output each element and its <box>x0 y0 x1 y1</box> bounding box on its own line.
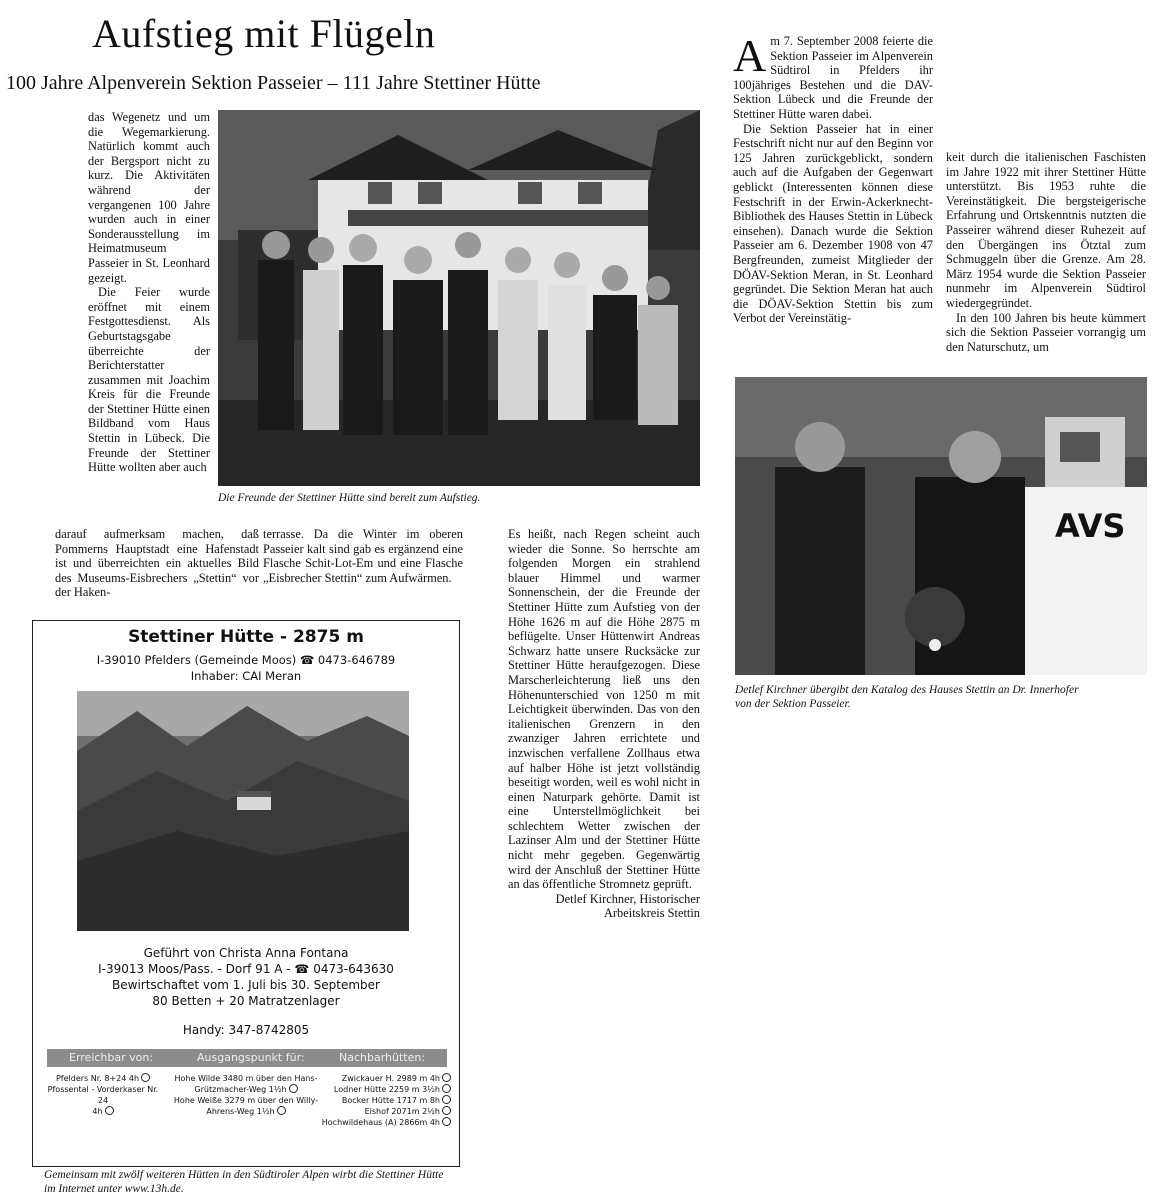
header-reach: Erreichbar von: <box>69 1051 154 1064</box>
hut-line-4: Eishof 2071m 2½h <box>364 1107 440 1116</box>
middle-col1-text: darauf aufmerksam machen, daß Pommerns Hauptstadt eine Hafenstadt ist und überreichten ein aktuelles Bild des Museums-Eisbrechers „Stettin“ vor der Haken- <box>55 527 259 600</box>
reach-cell <box>43 1073 163 1117</box>
smiley-icon <box>442 1084 451 1093</box>
avs-sign: AVS <box>1055 507 1126 545</box>
start-cell <box>171 1073 321 1117</box>
right-col1-text: Die Sektion Passeier hat in einer Festschrift nicht nur auf den Beginn vor 125 Jahren zurückgeblickt, sondern auch auf die Aufgaben der Gegenwart geblickt (Interessenten können diese Festschrift in der Erwin-Ackerknecht-Bibliothek des Hauses Stettin in Lübeck einsehen). Danach wurde die Sektion Passeier am 6. Dezember 1908 von 47 Bergfreunden, zumeist Mitglieder der DÖAV-Sektion Meran, in St. Leonhard gegründet. Die Sektion Meran hat auch die DÖAV-Sektion Stettin bis zum Verbot der Vereinstätig- <box>733 121 933 326</box>
author-line-1: Detlef Kirchner, Historischer <box>555 891 700 906</box>
start-line-3: Hohe Weiße 3279 m über den Willy- <box>173 1096 319 1105</box>
group-photo <box>218 110 700 486</box>
hut-line-5: Hochwildehaus (A) 2866m 4h <box>321 1118 440 1127</box>
right-column-2 <box>946 150 1146 354</box>
left-column <box>88 110 210 475</box>
hut-mountain-photo <box>77 691 409 931</box>
smiley-icon <box>442 1095 451 1104</box>
ad-title: Stettiner Hütte - 2875 m <box>128 627 364 647</box>
center-column <box>508 527 700 921</box>
dropcap: A <box>733 30 767 81</box>
ad-manager: Geführt von Christa Anna Fontana <box>143 946 349 960</box>
start-line-1: Hohe Wilde 3480 m über den Hans- <box>174 1074 318 1083</box>
right-col2-text-b: In den 100 Jahren bis heute kümmert sich die Sektion Passeier vorrangig um den Naturschutz, um <box>946 310 1146 354</box>
reach-line-3: 4h <box>92 1107 103 1116</box>
intro-text: m 7. September 2008 feierte die Sektion Passeier im Alpenverein Südtirol in Pfelders ihr 100jähriges Bestehen und die DAV-Sektion Lübeck und die Freunde der Stettiner Hütte waren dabei. <box>733 34 933 121</box>
center-text: Es heißt, nach Regen scheint auch wieder die Sonne. So herrschte am folgenden Morgen ein strahlend blauer Himmel und warmer Sonnenschein, der die Freunde der Stettiner Hütte zum Aufstieg von der Höhe 1626 m auf die Höhe 2875 m beflügelte. Unser Hüttenwirt Andreas Schwarz hatte unsere Rucksäcke zur Stettiner Hütte heraufgezogen. Diese Marscherleichterung ließ uns den Höhenunterschied von 1250 m mit Leichtigkeit überwinden. Das von den italienischen Grenzern in den zwanziger Jahren errichtete und inzwischen verfallene Zollhaus etwa auf halber Höhe ist jetzt vollständig beseitigt worden, weil es wohl nicht in einen Naturpark gehörte. Damit ist eine Unterstellmöglichkeit bei schlechtem Wetter zwischen der Lazinser Alm und der Stettiner Hütte nicht mehr gegeben. Gegenwärtig wird der Anschluß der Stettiner Hütte an das öffentliche Stromnetz geprüft. <box>508 527 700 892</box>
smiley-icon <box>105 1106 114 1115</box>
reach-line-1: Pfelders Nr. 8+24 4h <box>55 1074 140 1083</box>
ad-beds: 80 Betten + 20 Matratzenlager <box>152 994 340 1008</box>
smiley-icon <box>442 1073 451 1082</box>
start-line-2: Grützmacher-Weg 1½h <box>194 1085 287 1094</box>
huts-cell <box>321 1073 451 1128</box>
smiley-icon <box>277 1106 286 1115</box>
group-photo-caption: Die Freunde der Stettiner Hütte sind bereit zum Aufstieg. <box>218 492 481 504</box>
smiley-icon <box>289 1084 298 1093</box>
ad-owner-line: Inhaber: CAI Meran <box>190 669 302 683</box>
group-photo-image <box>218 110 700 486</box>
header-huts: Nachbarhütten: <box>339 1051 426 1064</box>
author-line-2: Arbeitskreis Stettin <box>603 906 700 921</box>
hut-line-3: Bocker Hütte 1717 m 8h <box>341 1096 440 1105</box>
start-line-4: Ahrens-Weg 1½h <box>206 1107 275 1116</box>
right-column-1 <box>733 30 933 326</box>
hut-line-2: Lodner Hütte 2259 m 3½h <box>333 1085 440 1094</box>
subheadline: 100 Jahre Alpenverein Sektion Passeier – 111 Jahre Stettiner Hütte <box>6 72 541 94</box>
middle-column-2 <box>263 527 463 585</box>
ad-season: Bewirtschaftet vom 1. Juli bis 30. September <box>112 978 380 992</box>
header-start: Ausgangspunkt für: <box>197 1051 305 1064</box>
handover-caption-line-1: Detlef Kirchner übergibt den Katalog des Hauses Stettin an Dr. Innerhofer <box>735 684 1079 696</box>
middle-col2-text: terrasse. Da die Winter im oberen Passeier kalt sind gab es ergänzend eine Flasche Schit-Lot-Em und eine Flasche „Eisbrecher Stettin“ zum Aufwärmen. <box>263 527 463 585</box>
middle-column-1 <box>55 527 259 600</box>
right-col2-text-a: keit durch die italienischen Faschisten im Jahre 1922 mit ihrer Stettiner Hütte unterstützt. Bis 1953 ruhte die Vereinstätigkeit. Die bergsteigerische Erfahrung und Ortskenntnis nutzten die Passeirer während dieser Ruhezeit auf den Übergängen ins Ötztal zum Schmuggeln über die Grenze. Am 28. März 1954 wurde die Sektion Passeier nunmehr im Alpenverein Südtirol wiedergegründet. <box>946 150 1146 310</box>
left-paragraph-2: Die Feier wurde eröffnet mit einem Festgottesdienst. Als Geburtstagsgabe überreichte der Berichterstatter zusammen mit Joachim Kreis für die Freunde der Stettiner Hütte einen Bildband vom Haus Stettin in Lübeck. Die Freunde der Stettiner Hütte wollten aber auch <box>88 285 210 475</box>
left-paragraph-1: das Wegenetz und um die Wegemarkierung. Natürlich kommt auch der Bergsport nicht zu kurz. Die Aktivitäten während der vergangenen 100 Jahre wurden auch in einer Sonderausstellung im Heimatmuseum Passeier in St. Leonhard gezeigt. <box>88 110 210 285</box>
hut-line-1: Zwickauer H. 2989 m 4h <box>341 1074 440 1083</box>
headline: Aufstieg mit Flügeln <box>92 11 436 56</box>
ad-address-line: I-39010 Pfelders (Gemeinde Moos) ☎ 0473-646789 <box>96 653 396 667</box>
handover-caption-line-2: von der Sektion Passeier. <box>735 698 851 710</box>
reach-line-2: Pfossental - Vorderkaser Nr. 24 <box>47 1085 159 1105</box>
smiley-icon <box>442 1106 451 1115</box>
mountain-image <box>77 691 409 931</box>
smiley-icon <box>141 1073 150 1082</box>
smiley-icon <box>442 1117 451 1126</box>
handover-photo <box>735 377 1147 675</box>
handover-caption <box>735 683 1147 711</box>
hut-advertisement <box>32 620 460 1167</box>
ad-caption: Gemeinsam mit zwölf weiteren Hütten in den Südtiroler Alpen wirbt die Stettiner Hütte im Internet unter www.13h.de. <box>44 1169 444 1195</box>
ad-table-header <box>47 1049 447 1067</box>
ad-manager-address: I-39013 Moos/Pass. - Dorf 91 A - ☎ 0473-643630 <box>98 962 394 976</box>
ad-mobile: Handy: 347-8742805 <box>182 1023 310 1037</box>
